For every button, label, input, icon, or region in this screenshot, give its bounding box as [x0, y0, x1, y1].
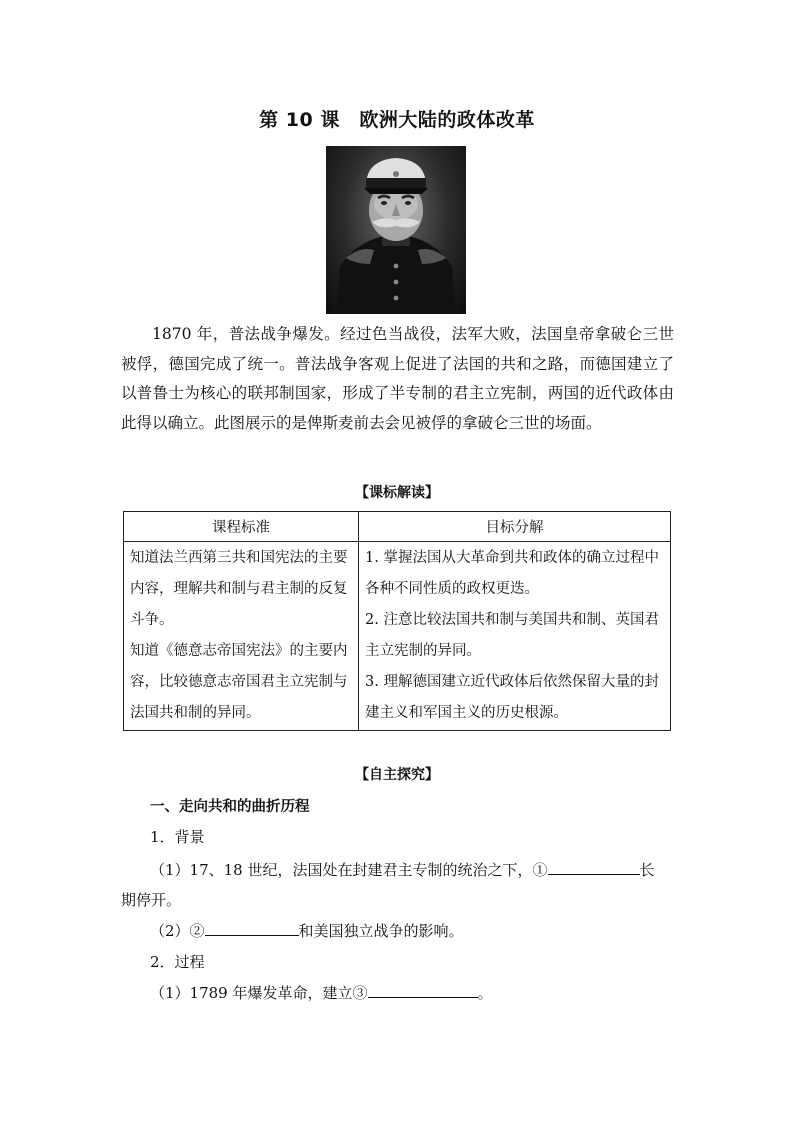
- item-process: 2．过程: [150, 953, 205, 971]
- item-2-1: [150, 982, 493, 1003]
- part1-title: 一、走向共和的曲折历程: [150, 799, 310, 815]
- cell-paragraph: 1. 掌握法国从大革命到共和政体的确立过程中各种不同性质的政权更迭。: [365, 550, 659, 597]
- cell-paragraph: 2. 注意比较法国共和制与美国共和制、英国君主立宪制的异同。: [365, 612, 659, 659]
- answer-blank-1[interactable]: [548, 860, 640, 875]
- item-text: （1）1789 年爆发革命，建立③: [150, 984, 368, 1002]
- page-title: 第 10 课 欧洲大陆的政体改革: [259, 109, 535, 131]
- table-header-row: [124, 512, 671, 542]
- bismarck-portrait-icon: [326, 146, 466, 314]
- explore-heading: 【自主探究】: [355, 767, 439, 783]
- portrait-photo: [326, 146, 466, 314]
- cell-paragraph: 知道《德意志帝国宪法》的主要内容，比较德意志帝国君主立宪制与法国共和制的异同。: [130, 643, 348, 721]
- table-cell: [124, 542, 359, 731]
- item-text: （1）17、18 世纪，法国处在封建君主专制的统治之下，①: [150, 861, 548, 879]
- item-1-1: [150, 859, 655, 880]
- table-row: [124, 542, 671, 731]
- intro-paragraph: 1870 年，普法战争爆发。经过色当战役，法军大败，法国皇帝拿破仑三世被俘，德国完成了统一。普法战争客观上促进了法国的共和之路，而德国建立了以普鲁士为核心的联邦制国家，形成了半专制的君主立宪制，两国的近代政体由此得以确立。此图展示的是俾斯麦前去会见被俘的拿破仑三世的场面。: [121, 325, 674, 432]
- item-1-1-cont: 期停开。: [121, 891, 182, 909]
- table-header-cell: 课程标准: [124, 512, 359, 542]
- answer-blank-2[interactable]: [205, 921, 299, 936]
- item-background: 1．背景: [150, 828, 205, 846]
- cell-paragraph: 知道法兰西第三共和国宪法的主要内容，理解共和制与君主制的反复斗争。: [130, 550, 348, 628]
- item-text: 长: [639, 861, 655, 879]
- item-1-2: [150, 920, 464, 941]
- cell-paragraph: 3. 理解德国建立近代政体后依然保留大量的封建主义和军国主义的历史根源。: [365, 674, 659, 721]
- item-text: （2）②: [150, 922, 205, 940]
- item-text: 。: [477, 984, 493, 1002]
- item-text: 和美国独立战争的影响。: [298, 922, 464, 940]
- table-header-cell: 目标分解: [359, 512, 671, 542]
- standards-heading: 【课标解读】: [355, 485, 439, 501]
- table-cell: [359, 542, 671, 731]
- answer-blank-3[interactable]: [368, 983, 478, 998]
- standards-table: [123, 511, 671, 731]
